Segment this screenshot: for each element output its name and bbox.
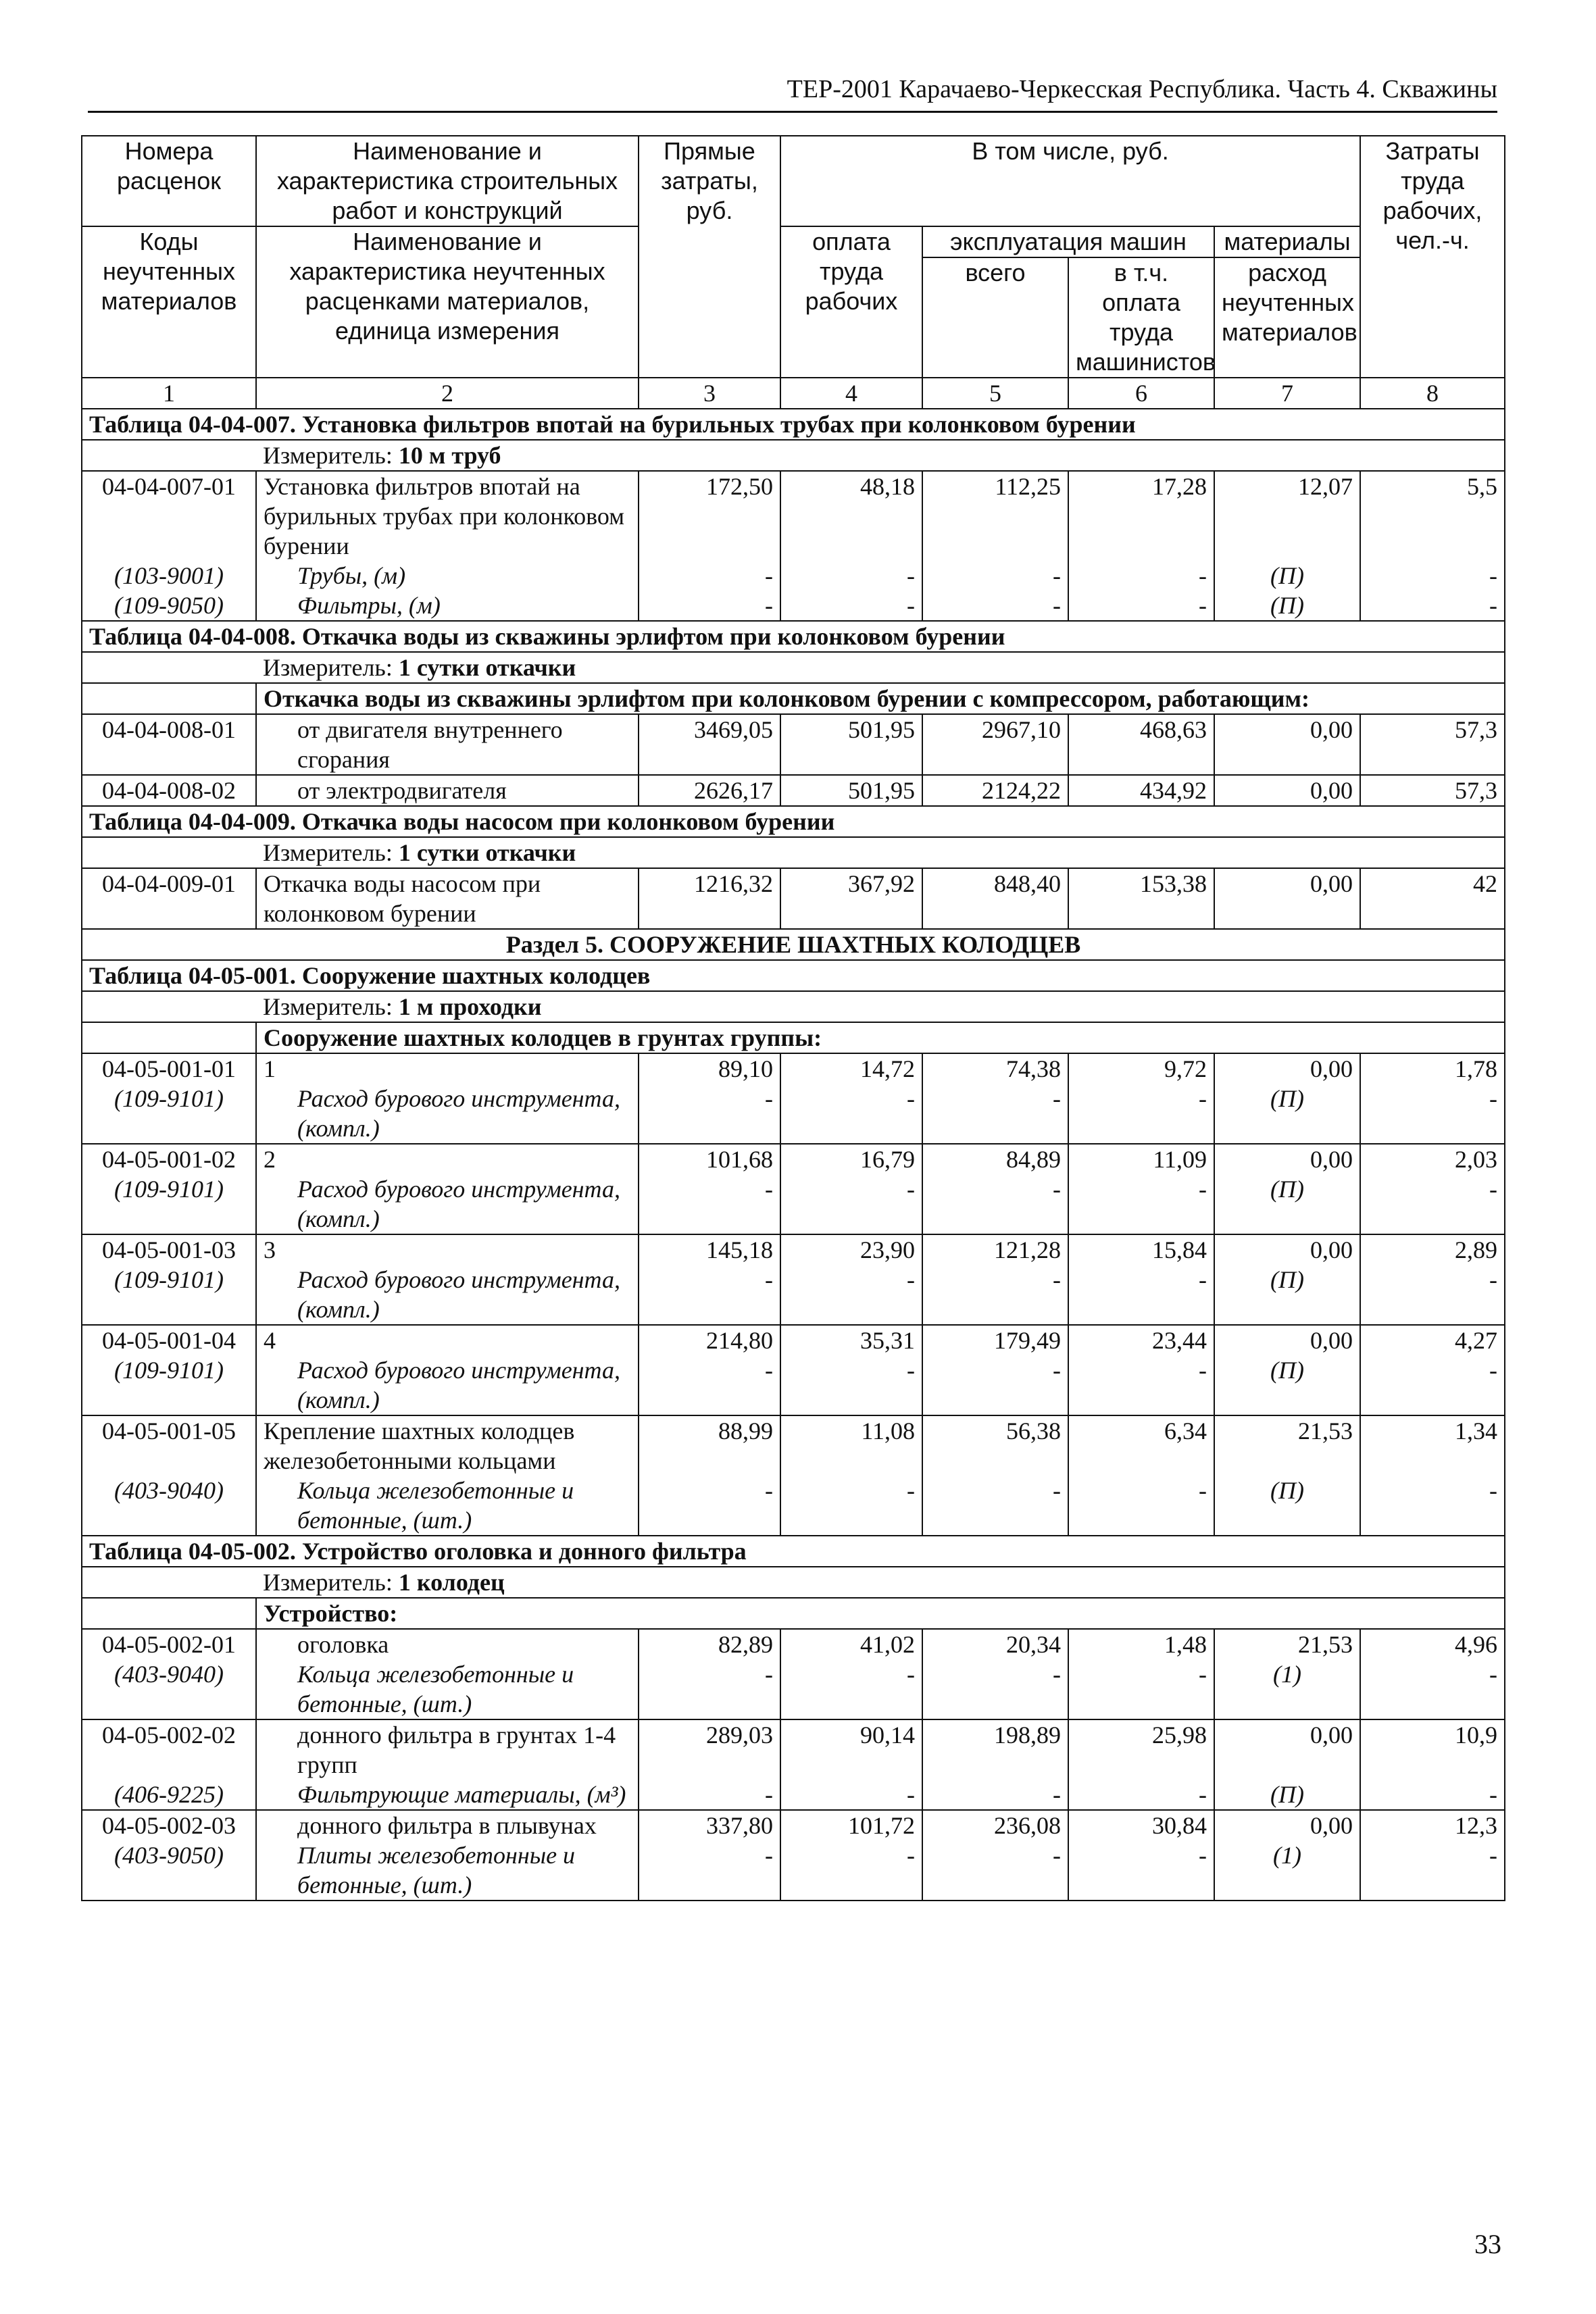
- cell-value: 2124,22: [922, 775, 1068, 806]
- cell-value: -: [922, 590, 1068, 621]
- hdr-machine-exploitation: эксплуатация машин: [922, 226, 1214, 257]
- cell-value: 2,89: [1360, 1234, 1505, 1265]
- section-heading: Раздел 5. СООРУЖЕНИЕ ШАХТНЫХ КОЛОДЦЕВ: [82, 929, 1505, 960]
- cell-value: 82,89: [639, 1629, 780, 1659]
- col-num: 3: [639, 378, 780, 409]
- cell-value: 0,00: [1214, 1325, 1360, 1355]
- hdr-worker-pay: оплата труда рабочих: [780, 226, 922, 378]
- table-title-row: [82, 960, 1505, 991]
- cell-value: 4,96: [1360, 1629, 1505, 1659]
- group-label: Сооружение шахтных колодцев в грунтах группы:: [256, 1022, 1505, 1053]
- cell-value: 1,34: [1360, 1415, 1505, 1476]
- cell-value: -: [922, 1780, 1068, 1810]
- cell-value: -: [1360, 590, 1505, 621]
- col-num: 4: [780, 378, 922, 409]
- material-code: (109-9101): [82, 1355, 256, 1415]
- cell-value: 0,00: [1214, 1053, 1360, 1084]
- material-row: [82, 1355, 1505, 1415]
- cell-value: -: [780, 1355, 922, 1415]
- cell-value: 48,18: [780, 471, 922, 561]
- cell-value: -: [1068, 1355, 1214, 1415]
- cell-value: 848,40: [922, 868, 1068, 929]
- hdr-machines-total: всего: [922, 257, 1068, 378]
- table-row: [82, 714, 1505, 775]
- cell-value: -: [780, 1174, 922, 1234]
- price-table-page: [81, 135, 1504, 1901]
- cell-value: (П): [1214, 590, 1360, 621]
- measure: [256, 440, 1505, 471]
- cell-value: 112,25: [922, 471, 1068, 561]
- hdr-labor-costs: Затраты труда рабочих, чел.-ч.: [1360, 136, 1505, 378]
- hdr-work-name: Наименование и характеристика строительных работ и конструкций: [256, 136, 639, 226]
- rate-code: 04-04-008-01: [82, 714, 256, 775]
- header-row-mid: [82, 226, 1505, 257]
- cell-value: 4,27: [1360, 1325, 1505, 1355]
- cell-value: 367,92: [780, 868, 922, 929]
- cell-value: 214,80: [639, 1325, 780, 1355]
- cell-value: 10,9: [1360, 1719, 1505, 1780]
- rate-code: 04-05-002-01: [82, 1629, 256, 1659]
- cell-value: 0,00: [1214, 1810, 1360, 1840]
- hdr-material-name: Наименование и характеристика неучтенных расценками материалов, единица измерения: [256, 226, 639, 378]
- cell-value: 0,00: [1214, 714, 1360, 775]
- measure: [256, 652, 1505, 683]
- group-row: [82, 683, 1505, 714]
- cell-value: 1,48: [1068, 1629, 1214, 1659]
- cell-value: -: [1068, 1174, 1214, 1234]
- rate-name: оголовка: [256, 1629, 639, 1659]
- cell-value: -: [1360, 561, 1505, 590]
- cell-value: -: [922, 561, 1068, 590]
- cell-value: 30,84: [1068, 1810, 1214, 1840]
- material-name: Фильтрующие материалы, (м³): [256, 1780, 639, 1810]
- cell-value: -: [780, 561, 922, 590]
- cell-value: -: [1068, 1840, 1214, 1901]
- material-code: (109-9101): [82, 1265, 256, 1325]
- rates-table: [81, 135, 1505, 1901]
- material-name: Кольца железобетонные и бетонные, (шт.): [256, 1476, 639, 1536]
- cell-value: 468,63: [1068, 714, 1214, 775]
- rate-code: 04-05-002-02: [82, 1719, 256, 1780]
- hdr-material-consumption: расход неучтенных материалов: [1214, 257, 1360, 378]
- cell-value: 153,38: [1068, 868, 1214, 929]
- cell-value: 0,00: [1214, 1234, 1360, 1265]
- cell-value: 2967,10: [922, 714, 1068, 775]
- cell-value: -: [780, 1659, 922, 1719]
- cell-value: 88,99: [639, 1415, 780, 1476]
- rate-name: 1: [256, 1053, 639, 1084]
- material-row: [82, 1265, 1505, 1325]
- measure-label: Измеритель:: [263, 654, 393, 681]
- table-row: [82, 1629, 1505, 1659]
- cell-value: 20,34: [922, 1629, 1068, 1659]
- col-num: 1: [82, 378, 256, 409]
- hdr-machinist-pay: в т.ч. оплата труда машинистов: [1068, 257, 1214, 378]
- table-title: Таблица 04-04-009. Откачка воды насосом при колонковом бурении: [82, 806, 1505, 837]
- material-code: (109-9050): [82, 590, 256, 621]
- table-row: [82, 1325, 1505, 1355]
- page-number: 33: [1474, 2229, 1501, 2259]
- table-title: Таблица 04-05-001. Сооружение шахтных колодцев: [82, 960, 1505, 991]
- cell-value: 42: [1360, 868, 1505, 929]
- cell-value: -: [1068, 561, 1214, 590]
- rate-name: от двигателя внутреннего сгорания: [256, 714, 639, 775]
- material-name: Плиты железобетонные и бетонные, (шт.): [256, 1840, 639, 1901]
- table-title-row: [82, 1536, 1505, 1567]
- cell-value: 1,78: [1360, 1053, 1505, 1084]
- material-row: [82, 561, 1505, 590]
- measure-value: 1 сутки откачки: [398, 654, 576, 681]
- cell-value: 12,07: [1214, 471, 1360, 561]
- cell-value: -: [1068, 1084, 1214, 1144]
- cell-value: 0,00: [1214, 775, 1360, 806]
- cell-value: -: [639, 1840, 780, 1901]
- measure-label: Измеритель:: [263, 1569, 393, 1596]
- material-name: Расход бурового инструмента, (компл.): [256, 1265, 639, 1325]
- hdr-direct-costs: Прямые затраты, руб.: [639, 136, 780, 378]
- table-title-row: [82, 621, 1505, 652]
- material-name: Кольца железобетонные и бетонные, (шт.): [256, 1659, 639, 1719]
- material-row: [82, 1840, 1505, 1901]
- material-row: [82, 1476, 1505, 1536]
- cell-value: 15,84: [1068, 1234, 1214, 1265]
- table-row: [82, 1810, 1505, 1840]
- cell-value: -: [922, 1265, 1068, 1325]
- cell-value: 1216,32: [639, 868, 780, 929]
- cell-value: -: [639, 590, 780, 621]
- cell-value: (П): [1214, 1355, 1360, 1415]
- measure-row: [82, 991, 1505, 1022]
- group-label: Устройство:: [256, 1598, 1505, 1629]
- cell-value: -: [780, 590, 922, 621]
- group-label: Откачка воды из скважины эрлифтом при колонковом бурении с компрессором, работающим:: [256, 683, 1505, 714]
- cell-value: (П): [1214, 561, 1360, 590]
- cell-value: (П): [1214, 1265, 1360, 1325]
- material-row: [82, 1659, 1505, 1719]
- cell-value: 21,53: [1214, 1415, 1360, 1476]
- measure-row: [82, 837, 1505, 868]
- cell-value: (П): [1214, 1780, 1360, 1810]
- table-title-row: [82, 409, 1505, 440]
- cell-value: -: [1068, 1659, 1214, 1719]
- cell-value: 6,34: [1068, 1415, 1214, 1476]
- measure-value: 1 сутки откачки: [398, 839, 576, 866]
- column-numbers-row: [82, 378, 1505, 409]
- cell-value: 289,03: [639, 1719, 780, 1780]
- cell-value: 172,50: [639, 471, 780, 561]
- cell-value: 0,00: [1214, 868, 1360, 929]
- cell-value: -: [1360, 1840, 1505, 1901]
- table-row: [82, 775, 1505, 806]
- cell-value: 501,95: [780, 714, 922, 775]
- cell-value: (П): [1214, 1084, 1360, 1144]
- cell-value: 236,08: [922, 1810, 1068, 1840]
- rate-code: 04-04-008-02: [82, 775, 256, 806]
- cell-value: -: [1068, 1780, 1214, 1810]
- group-row: [82, 1598, 1505, 1629]
- rate-code: 04-05-001-04: [82, 1325, 256, 1355]
- cell-value: -: [780, 1780, 922, 1810]
- cell-value: -: [639, 1355, 780, 1415]
- group-row: [82, 1022, 1505, 1053]
- table-title-row: [82, 806, 1505, 837]
- cell-value: 101,72: [780, 1810, 922, 1840]
- table-row: [82, 471, 1505, 561]
- cell-value: 0,00: [1214, 1144, 1360, 1174]
- cell-value: 434,92: [1068, 775, 1214, 806]
- rate-code: 04-04-007-01: [82, 471, 256, 561]
- cell-value: -: [1360, 1659, 1505, 1719]
- cell-value: -: [639, 1265, 780, 1325]
- cell-value: 57,3: [1360, 775, 1505, 806]
- material-name: Фильтры, (м): [256, 590, 639, 621]
- cell-value: -: [1360, 1355, 1505, 1415]
- measure: [256, 1567, 1505, 1598]
- measure-value: 1 колодец: [398, 1569, 505, 1596]
- cell-value: -: [922, 1084, 1068, 1144]
- material-row: [82, 1084, 1505, 1144]
- hdr-including: В том числе, руб.: [780, 136, 1360, 226]
- measure: [256, 991, 1505, 1022]
- cell-value: 84,89: [922, 1144, 1068, 1174]
- rate-name: Откачка воды насосом при колонковом бурении: [256, 868, 639, 929]
- cell-value: -: [922, 1174, 1068, 1234]
- cell-value: -: [1360, 1476, 1505, 1536]
- cell-value: -: [922, 1840, 1068, 1901]
- cell-value: -: [1068, 1265, 1214, 1325]
- rate-code: 04-05-001-05: [82, 1415, 256, 1476]
- cell-value: 21,53: [1214, 1629, 1360, 1659]
- cell-value: -: [780, 1840, 922, 1901]
- cell-value: -: [1068, 1476, 1214, 1536]
- cell-value: 9,72: [1068, 1053, 1214, 1084]
- cell-value: (1): [1214, 1840, 1360, 1901]
- cell-value: 2626,17: [639, 775, 780, 806]
- table-title: Таблица 04-04-008. Откачка воды из скважины эрлифтом при колонковом бурении: [82, 621, 1505, 652]
- cell-value: -: [639, 1174, 780, 1234]
- cell-value: 25,98: [1068, 1719, 1214, 1780]
- col-num: 2: [256, 378, 639, 409]
- col-num: 7: [1214, 378, 1360, 409]
- hdr-materials: материалы: [1214, 226, 1360, 257]
- cell-value: 145,18: [639, 1234, 780, 1265]
- cell-value: 501,95: [780, 775, 922, 806]
- cell-value: 5,5: [1360, 471, 1505, 561]
- cell-value: -: [1360, 1265, 1505, 1325]
- cell-value: -: [922, 1476, 1068, 1536]
- cell-value: 0,00: [1214, 1719, 1360, 1780]
- material-row: [82, 1174, 1505, 1234]
- cell-value: -: [780, 1265, 922, 1325]
- cell-value: (1): [1214, 1659, 1360, 1719]
- cell-value: 16,79: [780, 1144, 922, 1174]
- cell-value: -: [1360, 1084, 1505, 1144]
- measure-label: Измеритель:: [263, 839, 393, 866]
- section-heading-row: [82, 929, 1505, 960]
- rate-code: 04-04-009-01: [82, 868, 256, 929]
- cell-value: 11,08: [780, 1415, 922, 1476]
- cell-value: (П): [1214, 1476, 1360, 1536]
- col-num: 8: [1360, 378, 1505, 409]
- cell-value: 41,02: [780, 1629, 922, 1659]
- cell-value: 121,28: [922, 1234, 1068, 1265]
- cell-value: 17,28: [1068, 471, 1214, 561]
- header-row-top: [82, 136, 1505, 226]
- table-row: [82, 1719, 1505, 1780]
- measure: [256, 837, 1505, 868]
- material-code: (109-9101): [82, 1174, 256, 1234]
- cell-value: -: [639, 1476, 780, 1536]
- rate-name: донного фильтра в плывунах: [256, 1810, 639, 1840]
- table-row: [82, 1053, 1505, 1084]
- cell-value: -: [639, 1084, 780, 1144]
- cell-value: -: [1068, 590, 1214, 621]
- cell-value: -: [780, 1084, 922, 1144]
- cell-value: -: [922, 1355, 1068, 1415]
- cell-value: -: [639, 1780, 780, 1810]
- cell-value: -: [639, 561, 780, 590]
- cell-value: 12,3: [1360, 1810, 1505, 1840]
- material-code: (403-9050): [82, 1840, 256, 1901]
- rate-name: 2: [256, 1144, 639, 1174]
- rate-code: 04-05-002-03: [82, 1810, 256, 1840]
- rate-name: донного фильтра в грунтах 1-4 групп: [256, 1719, 639, 1780]
- rate-name: Установка фильтров впотай на бурильных трубах при колонковом бурении: [256, 471, 639, 561]
- measure-row: [82, 440, 1505, 471]
- material-code: (406-9225): [82, 1780, 256, 1810]
- cell-value: 23,90: [780, 1234, 922, 1265]
- cell-value: 198,89: [922, 1719, 1068, 1780]
- measure-label: Измеритель:: [263, 442, 393, 469]
- material-name: Расход бурового инструмента, (компл.): [256, 1355, 639, 1415]
- cell-value: -: [1360, 1174, 1505, 1234]
- cell-value: -: [639, 1659, 780, 1719]
- measure-row: [82, 1567, 1505, 1598]
- material-code: (109-9101): [82, 1084, 256, 1144]
- rate-name: от электродвигателя: [256, 775, 639, 806]
- cell-value: 74,38: [922, 1053, 1068, 1084]
- col-num: 5: [922, 378, 1068, 409]
- rate-name: Крепление шахтных колодцев железобетонными кольцами: [256, 1415, 639, 1476]
- cell-value: 11,09: [1068, 1144, 1214, 1174]
- material-name: Трубы, (м): [256, 561, 639, 590]
- measure-value: 1 м проходки: [398, 993, 542, 1020]
- cell-value: -: [922, 1659, 1068, 1719]
- rate-code: 04-05-001-02: [82, 1144, 256, 1174]
- rate-code: 04-05-001-03: [82, 1234, 256, 1265]
- cell-value: 337,80: [639, 1810, 780, 1840]
- rate-name: 3: [256, 1234, 639, 1265]
- rate-name: 4: [256, 1325, 639, 1355]
- cell-value: (П): [1214, 1174, 1360, 1234]
- hdr-rate-numbers: Номера расценок: [82, 136, 256, 226]
- cell-value: 2,03: [1360, 1144, 1505, 1174]
- material-row: [82, 1780, 1505, 1810]
- material-code: (403-9040): [82, 1659, 256, 1719]
- measure-row: [82, 652, 1505, 683]
- rate-code: 04-05-001-01: [82, 1053, 256, 1084]
- table-title: Таблица 04-04-007. Установка фильтров впотай на бурильных трубах при колонковом бурении: [82, 409, 1505, 440]
- cell-value: 57,3: [1360, 714, 1505, 775]
- measure-value: 10 м труб: [398, 442, 501, 469]
- cell-value: -: [1360, 1780, 1505, 1810]
- col-num: 6: [1068, 378, 1214, 409]
- cell-value: 14,72: [780, 1053, 922, 1084]
- cell-value: 89,10: [639, 1053, 780, 1084]
- running-head: ТЕР-2001 Карачаево-Черкесская Республика. Часть 4. Скважины: [88, 70, 1497, 113]
- material-row: [82, 590, 1505, 621]
- cell-value: 101,68: [639, 1144, 780, 1174]
- measure-label: Измеритель:: [263, 993, 393, 1020]
- material-name: Расход бурового инструмента, (компл.): [256, 1174, 639, 1234]
- cell-value: 179,49: [922, 1325, 1068, 1355]
- material-code: (103-9001): [82, 561, 256, 590]
- table-row: [82, 868, 1505, 929]
- table-row: [82, 1144, 1505, 1174]
- cell-value: 90,14: [780, 1719, 922, 1780]
- material-code: (403-9040): [82, 1476, 256, 1536]
- table-row: [82, 1415, 1505, 1476]
- material-name: Расход бурового инструмента, (компл.): [256, 1084, 639, 1144]
- cell-value: 35,31: [780, 1325, 922, 1355]
- table-row: [82, 1234, 1505, 1265]
- hdr-material-codes: Коды неучтенных материалов: [82, 226, 256, 378]
- cell-value: 3469,05: [639, 714, 780, 775]
- table-title: Таблица 04-05-002. Устройство оголовка и донного фильтра: [82, 1536, 1505, 1567]
- cell-value: -: [780, 1476, 922, 1536]
- cell-value: 56,38: [922, 1415, 1068, 1476]
- cell-value: 23,44: [1068, 1325, 1214, 1355]
